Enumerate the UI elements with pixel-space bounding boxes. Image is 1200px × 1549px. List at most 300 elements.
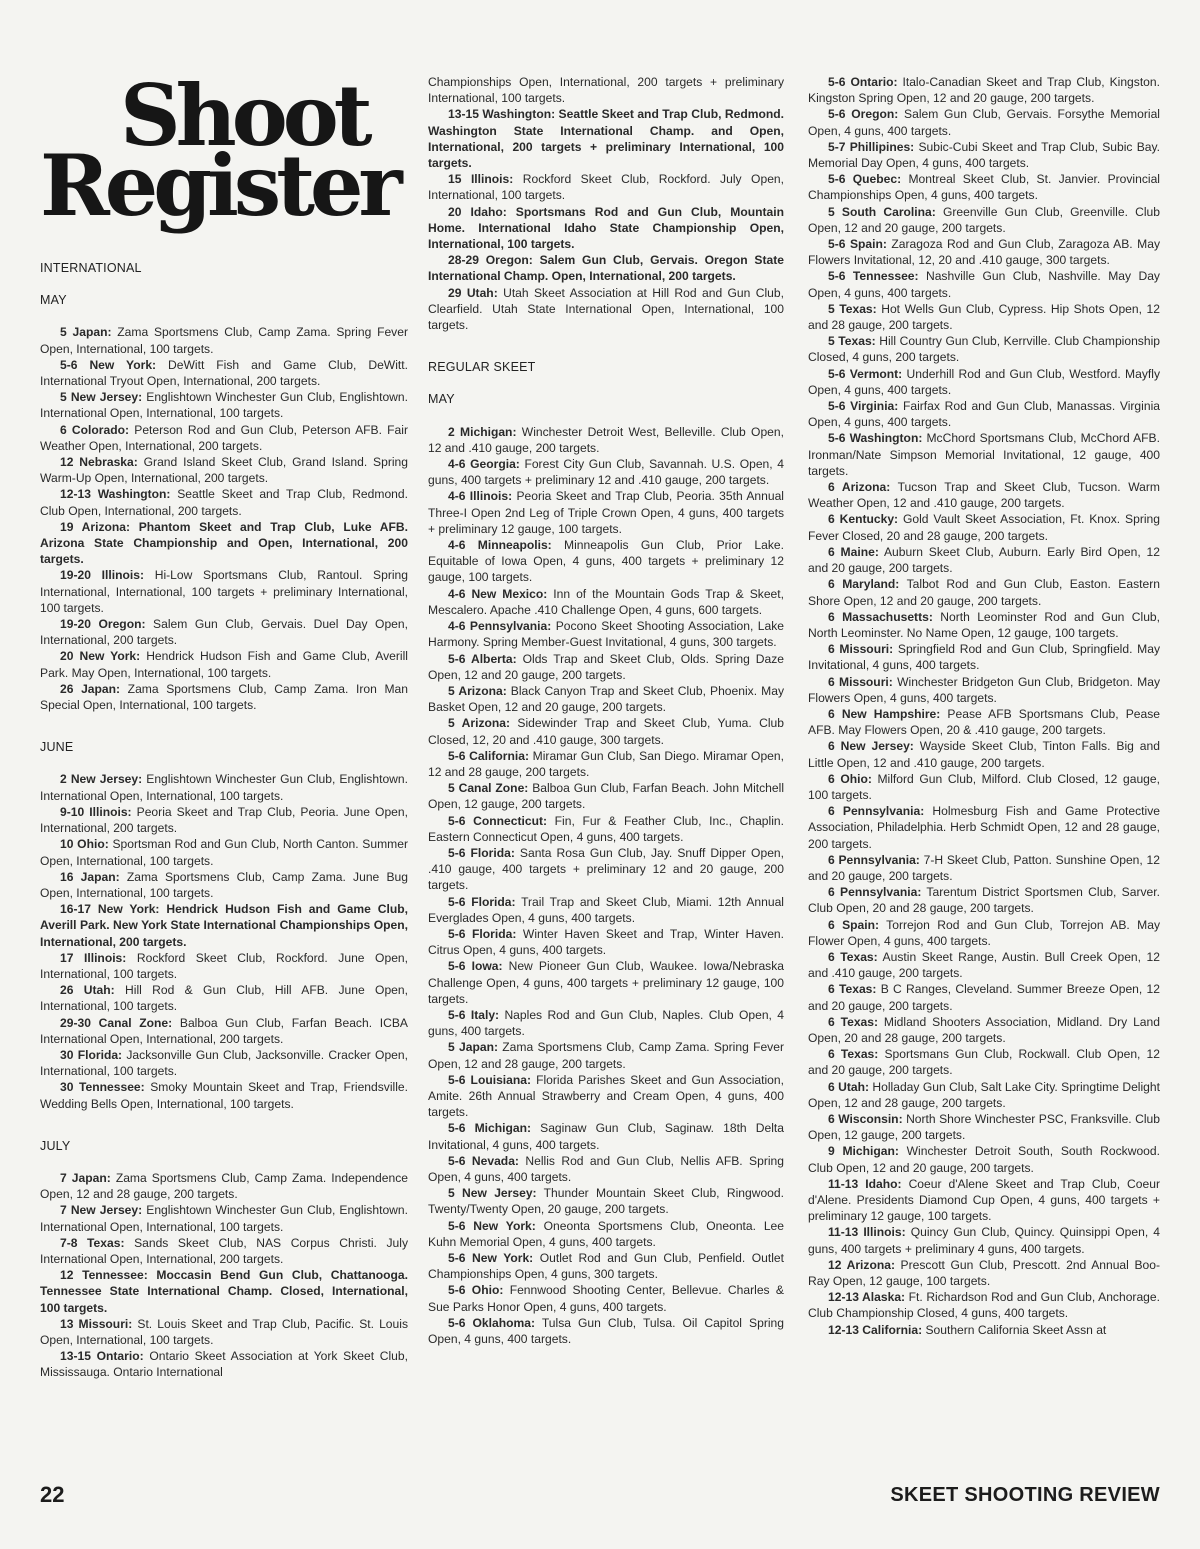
entry-details: Rockford Skeet Club, Rockford. June Open, International, 100 targets. <box>40 950 409 981</box>
entry-details: Sportsmans Gun Club, Rockwall. Club Open, 12 and 20 gauge, 200 targets. <box>808 1047 1161 1078</box>
entry-date-location: 29-30 Canal Zone: <box>60 1015 173 1030</box>
entry-details: Holmesburg Fish and Game Protective Association, Philadelphia. Herb Schmidt Open, 12 and 28 gauge, 200 targets. <box>808 804 1161 851</box>
entry-details: Moccasin Bend Gun Club, Chattanooga. Tennessee State International Champ. Closed, International, 100 targets. <box>40 1268 408 1315</box>
entry-details: Grand Island Skeet Club, Grand Island. Spring Warm-Up Open, International, 200 targets. <box>40 455 409 486</box>
entry-date-location: 15 Illinois: <box>448 172 514 187</box>
entry-details: Sidewinder Trap and Skeet Club, Yuma. Club Closed, 12, 20 and .410 gauge, 300 targets. <box>428 716 785 747</box>
entry-date-location: 6 Kentucky: <box>828 512 899 527</box>
shoot-entry <box>808 479 1160 511</box>
shoot-entry <box>808 674 1160 706</box>
entry-details: Talbot Rod and Gun Club, Easton. Eastern Shore Open, 12 and 20 gauge, 200 targets. <box>808 577 1160 608</box>
entries-international-july <box>40 1170 408 1381</box>
entry-date-location: 6 New Jersey: <box>828 739 914 754</box>
shoot-entry <box>428 1007 784 1039</box>
entry-details: Milford Gun Club, Milford. Club Closed, 12 gauge, 100 targets. <box>808 771 1160 802</box>
entry-details: Coeur d'Alene Skeet and Trap Club, Coeur d'Alene. Presidents Diamond Cup Open, 4 guns, 400 targets + preliminary 12 gauge, 100 targets. <box>808 1176 1161 1224</box>
shoot-entry <box>808 1176 1160 1225</box>
entry-details: Southern California Skeet Assn at <box>922 1322 1107 1337</box>
shoot-entry <box>40 389 408 421</box>
entry-date-location: 28-29 Oregon: <box>448 253 533 268</box>
shoot-entry <box>428 171 784 203</box>
entry-details: Olds Trap and Skeet Club, Olds. Spring Daze Open, 12 and 20 gauge, 200 targets. <box>428 651 784 682</box>
entry-details: Tarentum District Sportsmen Club, Sarver. Club Open, 20 and 28 gauge, 200 targets. <box>808 885 1160 916</box>
shoot-entry <box>428 488 784 537</box>
page-number: 22 <box>40 1482 65 1507</box>
entry-date-location: 6 Missouri: <box>828 642 894 657</box>
section-heading-regular-skeet: REGULAR SKEET <box>428 360 536 375</box>
entry-details: DeWitt Fish and Game Club, DeWitt. International Tryout Open, International, 200 targets. <box>40 357 408 389</box>
entry-details: Zama Sportsmens Club, Camp Zama. June Bug Open, International, 100 targets. <box>40 869 409 900</box>
shoot-entry <box>428 1315 784 1347</box>
entries-international-may <box>40 324 408 713</box>
continued-entry-text: Championships Open, International, 200 targets + preliminary International, 100 targets. <box>428 75 784 106</box>
entry-details: Torrejon Rod and Gun Club, Torrejon AB. May Flower Open, 4 guns, 400 targets. <box>808 917 1160 948</box>
shoot-entry <box>808 1322 1160 1338</box>
entry-details: Santa Rosa Gun Club, Jay. Snuff Dipper Open, .410 gauge, 400 targets + preliminary 12 and 20 gauge, 200 targets. <box>428 845 785 893</box>
entry-details: Montreal Skeet Club, St. Janvier. Provincial Championships Open, 4 guns, 400 targets. <box>808 172 1160 203</box>
entry-date-location: 5-6 Virginia: <box>828 399 899 414</box>
publication-name: SKEET SHOOTING REVIEW <box>890 1484 1160 1506</box>
shoot-entry <box>808 268 1160 300</box>
entry-date-location: 5-6 Quebec: <box>828 172 902 187</box>
shoot-entry <box>808 1224 1160 1256</box>
entry-details: Zama Sportsmens Club, Camp Zama. Spring Fever Open, International, 100 targets. <box>40 325 408 356</box>
shoot-entry <box>808 1014 1160 1046</box>
shoot-entry <box>808 544 1160 576</box>
shoot-entry <box>808 106 1160 138</box>
entry-details: Minneapolis Gun Club, Prior Lake. Equitable of Iowa Open, 4 guns, 400 targets + preliminary 12 gauge, 100 targets. <box>428 538 784 585</box>
shoot-entry <box>808 771 1160 803</box>
entry-details: Midland Shooters Association, Midland. Dry Land Open, 20 and 28 gauge, 200 targets. <box>808 1014 1160 1045</box>
entry-details: Hot Wells Gun Club, Cypress. Hip Shots Open, 12 and 28 gauge, 200 targets. <box>808 301 1160 333</box>
entry-date-location: 26 Utah: <box>60 983 115 998</box>
section-heading-international: INTERNATIONAL <box>40 261 142 275</box>
shoot-entry <box>428 537 784 586</box>
shoot-entry <box>428 586 784 618</box>
entry-details: Quincy Gun Club, Quincy. Quinsippi Open, 4 guns, 400 targets + preliminary 4 guns, 400 targets. <box>808 1225 1160 1256</box>
entry-details: Saginaw Gun Club, Saginaw. 18th Delta Invitational, 4 guns, 400 targets. <box>428 1121 785 1152</box>
entry-details: Winchester Detroit West, Belleville. Club Open, 12 and .410 gauge, 200 targets. <box>428 424 784 455</box>
shoot-entry <box>428 424 784 456</box>
entry-details: Balboa Gun Club, Farfan Beach. John Mitchell Open, 12 gauge, 200 targets. <box>428 781 785 812</box>
entries-regular-may-cont <box>808 74 1160 1338</box>
shoot-entry <box>428 1185 784 1217</box>
month-heading-june: JUNE <box>40 740 74 755</box>
entry-date-location: 11-13 Illinois: <box>828 1225 906 1240</box>
entry-details: Florida Parishes Skeet and Gun Association, Amite. 26th Annual Strawberry and Cream Open, 4 guns, 400 targets. <box>428 1072 784 1120</box>
entry-details: Smoky Mountain Skeet and Trap, Friendsville. Wedding Bells Open, International, 100 targets. <box>40 1080 408 1111</box>
entry-date-location: 5 Canal Zone: <box>448 781 529 796</box>
shoot-entry <box>428 894 784 926</box>
entry-date-location: 5-6 Connecticut: <box>448 813 548 828</box>
shoot-entry <box>428 618 784 650</box>
entry-details: New Pioneer Gun Club, Waukee. Iowa/Nebraska Challenge Open, 4 guns, 400 targets + preliminary 12 gauge, 100 targets. <box>428 959 785 1006</box>
entry-details: Outlet Rod and Gun Club, Penfield. Outlet Championships Open, 4 guns, 300 targets. <box>428 1251 784 1282</box>
shoot-entry <box>40 357 408 389</box>
entry-details: 7-H Skeet Club, Patton. Sunshine Open, 12 and 20 gauge, 200 targets. <box>808 852 1160 883</box>
entry-date-location: 29 Utah: <box>448 285 498 300</box>
entry-date-location: 4-6 Georgia: <box>448 457 520 472</box>
entry-details: Ontario Skeet Association at York Skeet Club, Mississauga. Ontario International <box>40 1349 408 1380</box>
entry-date-location: 4-6 New Mexico: <box>448 586 548 601</box>
entry-details: Naples Rod and Gun Club, Naples. Club Open, 4 guns, 400 targets. <box>428 1007 784 1039</box>
shoot-entry <box>808 301 1160 333</box>
shoot-entry <box>428 204 784 253</box>
entry-date-location: 5-6 New York: <box>448 1251 534 1266</box>
entry-details: Fin, Fur & Feather Club, Inc., Chaplin. Eastern Connecticut Open, 4 guns, 400 targets. <box>428 813 784 844</box>
entry-details: Peoria Skeet and Trap Club, Peoria. June Open, International, 200 targets. <box>40 804 408 836</box>
entry-details: North Shore Winchester PSC, Franksville. Club Open, 12 gauge, 200 targets. <box>808 1112 1160 1143</box>
shoot-entry <box>428 715 784 747</box>
shoot-entry <box>808 1079 1160 1111</box>
shoot-entry <box>40 771 408 803</box>
shoot-entry <box>808 139 1160 171</box>
month-heading-july: JULY <box>40 1138 71 1153</box>
entry-date-location: 13-15 Ontario: <box>60 1349 144 1364</box>
entry-date-location: 6 Texas: <box>828 1047 879 1062</box>
entry-date-location: 20 New York: <box>60 649 141 664</box>
shoot-entry <box>808 1046 1160 1078</box>
shoot-entry <box>40 1202 408 1234</box>
entry-details: Nellis Rod and Gun Club, Nellis AFB. Spring Open, 4 guns, 400 targets. <box>428 1153 784 1184</box>
entries-regular-may <box>428 424 784 1348</box>
entry-date-location: 7 New Jersey: <box>60 1203 143 1218</box>
entry-date-location: 5-6 Michigan: <box>448 1121 532 1136</box>
entry-details: Gold Vault Skeet Association, Ft. Knox. Spring Fever Closed, 20 and 28 gauge, 200 targets. <box>808 512 1160 543</box>
entry-details: Englishtown Winchester Gun Club, Englishtown. International Open, International, 100 targets. <box>40 772 408 803</box>
entry-details: Italo-Canadian Skeet and Trap Club, Kingston. Kingston Spring Open, 12 and 20 gauge, 200 targets. <box>808 75 1160 106</box>
entry-details: Trail Trap and Skeet Club, Miami. 12th Annual Everglades Open, 4 guns, 400 targets. <box>428 894 784 925</box>
shoot-entry <box>40 567 408 616</box>
shoot-entry <box>40 648 408 680</box>
entry-details: Nashville Gun Club, Nashville. May Day Open, 4 guns, 400 targets. <box>808 269 1160 300</box>
shoot-entry <box>428 958 784 1007</box>
shoot-entry <box>428 651 784 683</box>
entry-details: Black Canyon Trap and Skeet Club, Phoenix. May Basket Open, 12 and 20 gauge, 200 targets. <box>428 683 784 715</box>
shoot-entry <box>808 333 1160 365</box>
shoot-entry <box>40 1235 408 1267</box>
month-heading-may: MAY <box>40 293 67 308</box>
entry-details: Jacksonville Gun Club, Jacksonville. Cracker Open, International, 100 targets. <box>40 1047 408 1079</box>
entry-details: Winter Haven Skeet and Trap, Winter Haven. Citrus Open, 4 guns, 400 targets. <box>428 926 785 958</box>
column-1 <box>40 66 409 1381</box>
entry-details: Miramar Gun Club, San Diego. Miramar Open, 12 and 28 gauge, 200 targets. <box>428 748 784 779</box>
shoot-entry <box>808 609 1160 641</box>
shoot-entry <box>40 950 408 982</box>
entry-details: Pease AFB Sportsmans Club, Pease AFB. May Flowers Open, 20 & .410 gauge, 200 targets. <box>808 706 1160 738</box>
shoot-entry <box>40 1267 408 1316</box>
shoot-entry <box>808 74 1160 106</box>
shoot-entry <box>428 106 784 171</box>
entry-date-location: 6 Pennsylvania: <box>828 852 920 867</box>
title-line-1: Shoot <box>120 66 368 165</box>
entry-date-location: 6 Utah: <box>828 1079 870 1094</box>
entry-details: Auburn Skeet Club, Auburn. Early Bird Open, 12 and 20 gauge, 200 targets. <box>808 544 1160 576</box>
entry-date-location: 2 New Jersey: <box>60 772 143 787</box>
shoot-entry <box>40 486 408 518</box>
entry-date-location: 5-6 New York: <box>448 1218 536 1233</box>
entry-date-location: 16-17 New York: <box>60 902 160 917</box>
shoot-entry <box>808 1143 1160 1175</box>
shoot-entry <box>808 430 1160 479</box>
entry-details: Forest City Gun Club, Savannah. U.S. Open, 4 guns, 400 targets + preliminary 12 and .410 gauge, 200 targets. <box>428 457 784 488</box>
column-3 <box>808 74 1160 1338</box>
shoot-entry <box>40 1079 408 1111</box>
entries-international-july-cont <box>428 106 784 333</box>
entry-details: North Leominster Rod and Gun Club, North Leominster. No Name Open, 12 gauge, 100 targets. <box>808 609 1161 640</box>
shoot-entry <box>808 706 1160 738</box>
entry-date-location: 5 New Jersey: <box>60 390 143 405</box>
entry-date-location: 5 Arizona: <box>448 716 511 731</box>
shoot-entry <box>40 1015 408 1047</box>
entry-date-location: 5-6 California: <box>448 748 529 763</box>
entry-details: Sportsmans Rod and Gun Club, Mountain Home. International Idaho State Championship Open, International, 100 targets. <box>428 204 784 252</box>
entry-details: Oneonta Sportsmens Club, Oneonta. Lee Kuhn Memorial Open, 4 guns, 400 targets. <box>428 1218 784 1249</box>
entry-date-location: 5-6 Ontario: <box>828 75 898 89</box>
entry-details: Zaragoza Rod and Gun Club, Zaragoza AB. May Flowers Invitational, 12, 20 and .410 gauge, 300 targets. <box>808 237 1160 268</box>
entry-date-location: 20 Idaho: <box>448 204 507 219</box>
shoot-entry <box>808 981 1160 1013</box>
entry-date-location: 19-20 Illinois: <box>60 568 144 583</box>
entry-date-location: 12-13 Alaska: <box>828 1290 906 1305</box>
shoot-entry <box>808 1111 1160 1143</box>
entry-details: Zama Sportsmens Club, Camp Zama. Independence Open, 12 and 28 gauge, 200 targets. <box>40 1170 408 1202</box>
shoot-entry <box>40 1316 408 1348</box>
entry-date-location: 5-6 New York: <box>60 357 157 372</box>
entry-details: McChord Sportsmans Club, McChord AFB. Ironman/Nate Simpson Memorial Invitational, 12 gauge, 400 targets. <box>808 431 1160 478</box>
entry-date-location: 6 Maine: <box>828 544 879 559</box>
entry-date-location: 12-13 California: <box>828 1322 923 1337</box>
shoot-entry <box>40 681 408 713</box>
entry-date-location: 6 Pennsylvania: <box>828 885 922 900</box>
shoot-entry <box>428 1120 784 1152</box>
shoot-entry <box>40 616 408 648</box>
entry-details: Fairfax Rod and Gun Club, Manassas. Virginia Open, 4 guns, 400 targets. <box>808 399 1160 430</box>
entry-details: Hill Rod & Gun Club, Hill AFB. June Open, International, 100 targets. <box>40 983 408 1014</box>
shoot-entry <box>808 1289 1160 1321</box>
entry-date-location: 6 Wisconsin: <box>828 1112 903 1126</box>
shoot-entry <box>40 901 408 950</box>
entry-date-location: 5-6 Tennessee: <box>828 269 919 284</box>
entry-date-location: 10 Ohio: <box>60 837 109 852</box>
entry-date-location: 30 Florida: <box>60 1047 123 1062</box>
entry-date-location: 30 Tennessee: <box>60 1080 145 1095</box>
entry-date-location: 6 Ohio: <box>828 771 872 786</box>
shoot-entry <box>428 1218 784 1250</box>
entries-international-june <box>40 771 408 1111</box>
entry-details: Zama Sportsmens Club, Camp Zama. Spring Fever Open, 12 and 28 gauge, 200 targets. <box>428 1040 784 1071</box>
entry-date-location: 6 Massachusetts: <box>828 609 933 624</box>
entry-details: Utah Skeet Association at Hill Rod and Gun Club, Clearfield. Utah State International Open, International, 100 targets. <box>428 285 784 333</box>
entry-details: Englishtown Winchester Gun Club, Englishtown. International Open, International, 100 targets. <box>40 1203 408 1234</box>
shoot-entry <box>40 869 408 901</box>
entry-date-location: 9-10 Illinois: <box>60 804 132 819</box>
entry-date-location: 5-6 Louisiana: <box>448 1072 532 1087</box>
shoot-entry <box>40 454 408 486</box>
entry-date-location: 12 Tennessee: <box>60 1268 148 1283</box>
shoot-entry <box>428 456 784 488</box>
shoot-entry <box>808 949 1160 981</box>
entry-date-location: 5 Texas: <box>828 334 876 349</box>
shoot-entry <box>808 204 1160 236</box>
entry-details: Seattle Skeet and Trap Club, Redmond. Club Open, International, 200 targets. <box>40 487 408 518</box>
shoot-entry <box>808 884 1160 916</box>
entry-date-location: 6 Spain: <box>828 917 880 932</box>
entry-date-location: 6 Texas: <box>828 982 877 997</box>
shoot-entry <box>428 252 784 284</box>
entry-details: Englishtown Winchester Gun Club, Englishtown. International Open, International, 100 targets. <box>40 390 408 421</box>
entry-details: Inn of the Mountain Gods Trap & Skeet, Mescalero. Apache .410 Challenge Open, 4 guns, 600 targets. <box>428 586 784 617</box>
shoot-entry <box>40 519 408 568</box>
entry-details: Sportsman Rod and Gun Club, North Canton. Summer Open, International, 100 targets. <box>40 837 408 868</box>
entry-date-location: 6 Colorado: <box>60 422 130 437</box>
entry-details: Peoria Skeet and Trap Club, Peoria. 35th Annual Three-I Open 2nd Leg of Triple Crown Open, 4 guns, 400 targets + preliminary 12 gauge, 100 targets. <box>428 489 784 536</box>
entry-date-location: 9 Michigan: <box>828 1144 899 1159</box>
entry-date-location: 6 Missouri: <box>828 674 893 689</box>
shoot-entry <box>40 982 408 1014</box>
entry-date-location: 13-15 Washington: <box>448 107 556 122</box>
shoot-entry <box>808 398 1160 430</box>
shoot-entry <box>428 683 784 715</box>
entry-details: Hendrick Hudson Fish and Game Club, Averill Park. New York State International Championships Open, International, 200 targets. <box>40 902 408 949</box>
entry-details: Holladay Gun Club, Salt Lake City. Springtime Delight Open, 12 and 28 gauge, 200 targets. <box>808 1079 1160 1110</box>
entry-date-location: 6 Texas: <box>828 1014 879 1029</box>
entry-date-location: 11-13 Idaho: <box>828 1176 902 1191</box>
entry-date-location: 4-6 Minneapolis: <box>448 538 552 553</box>
shoot-entry <box>428 845 784 894</box>
entry-details: Fennwood Shooting Center, Bellevue. Charles & Sue Parks Honor Open, 4 guns, 400 targets. <box>428 1283 784 1314</box>
entry-date-location: 6 Texas: <box>828 949 878 964</box>
entry-details: Winchester Bridgeton Gun Club, Bridgeton. May Flowers Open, 4 guns, 400 targets. <box>808 674 1160 705</box>
entry-details: Salem Gun Club, Gervais. Forsythe Memorial Open, 4 guns, 400 targets. <box>808 107 1160 138</box>
entry-details: St. Louis Skeet and Trap Club, Pacific. St. Louis Open, International, 100 targets. <box>40 1316 408 1347</box>
shoot-entry <box>808 236 1160 268</box>
entry-date-location: 5-6 Italy: <box>448 1007 500 1022</box>
shoot-entry <box>808 641 1160 673</box>
entry-details: Seattle Skeet and Trap Club, Redmond. Washington State International Champ. and Open, International, 200 targets + preliminary International, 100 targets. <box>428 107 784 171</box>
entry-date-location: 6 Maryland: <box>828 577 900 592</box>
entry-date-location: 2 Michigan: <box>448 424 517 439</box>
month-heading-may-regular: MAY <box>428 392 455 407</box>
entry-date-location: 5-6 Spain: <box>828 237 887 252</box>
entry-details: Prescott Gun Club, Prescott. 2nd Annual Boo-Ray Open, 12 gauge, 100 targets. <box>808 1257 1160 1289</box>
shoot-entry <box>40 1170 408 1202</box>
entry-date-location: 12-13 Washington: <box>60 487 171 502</box>
entry-details: Hill Country Gun Club, Kerrville. Club Championship Closed, 4 guns, 200 targets. <box>808 334 1160 365</box>
entry-date-location: 5-6 Florida: <box>448 845 515 860</box>
entry-date-location: 4-6 Illinois: <box>448 489 513 504</box>
entry-details: Greenville Gun Club, Greenville. Club Open, 12 and 20 gauge, 200 targets. <box>808 204 1160 235</box>
entry-date-location: 7-8 Texas: <box>60 1235 125 1250</box>
entry-date-location: 5-6 Oregon: <box>828 107 899 122</box>
shoot-entry <box>808 1257 1160 1289</box>
entry-date-location: 5-6 Washington: <box>828 431 923 446</box>
entry-date-location: 6 Pennsylvania: <box>828 804 925 819</box>
entry-details: Austin Skeet Range, Austin. Bull Creek Open, 12 and .410 gauge, 200 targets. <box>808 949 1160 981</box>
column-2 <box>428 74 784 1347</box>
shoot-entry <box>808 917 1160 949</box>
entry-details: Hendrick Hudson Fish and Game Club, Averill Park. May Open, International, 100 targets. <box>40 649 408 680</box>
shoot-entry <box>40 836 408 868</box>
entry-details: Sands Skeet Club, NAS Corpus Christi. July International Open, International, 200 targets. <box>40 1235 408 1266</box>
entry-date-location: 5-6 Alberta: <box>448 651 517 666</box>
shoot-entry <box>428 285 784 334</box>
entry-date-location: 5 Texas: <box>828 301 877 316</box>
shoot-entry <box>808 576 1160 608</box>
entry-date-location: 5-6 Florida: <box>448 926 517 941</box>
shoot-entry <box>808 852 1160 884</box>
shoot-entry <box>808 738 1160 770</box>
shoot-entry <box>428 1250 784 1282</box>
title-line-2: Register <box>40 136 398 235</box>
shoot-entry <box>428 780 784 812</box>
entry-details: Rockford Skeet Club, Rockford. July Open, International, 100 targets. <box>428 172 784 203</box>
entry-details: Thunder Mountain Skeet Club, Ringwood. Twenty/Twenty Open, 20 gauge, 200 targets. <box>428 1186 784 1217</box>
entry-date-location: 5-6 Florida: <box>448 894 516 909</box>
shoot-entry <box>40 1047 408 1079</box>
shoot-entry <box>40 804 408 836</box>
entry-date-location: 5-6 Iowa: <box>448 959 503 974</box>
entry-date-location: 5 Japan: <box>60 325 112 340</box>
entry-date-location: 6 Arizona: <box>828 480 891 495</box>
shoot-entry <box>428 1039 784 1071</box>
entry-details: Pocono Skeet Shooting Association, Lake Harmony. Spring Member-Guest Invitational, 4 guns, 300 targets. <box>428 619 785 650</box>
shoot-entry <box>40 1348 408 1380</box>
entry-date-location: 13 Missouri: <box>60 1316 133 1331</box>
entry-date-location: 12 Nebraska: <box>60 455 138 470</box>
entry-details: Salem Gun Club, Gervais. Duel Day Open, International, 200 targets. <box>40 617 408 648</box>
entry-details: Ft. Richardson Rod and Gun Club, Anchorage. Club Championship Closed, 4 guns, 400 targets. <box>808 1290 1160 1321</box>
entry-date-location: 5 Japan: <box>448 1040 498 1055</box>
shoot-entry <box>40 324 408 356</box>
entry-details: Balboa Gun Club, Farfan Beach. ICBA International Open, International, 200 targets. <box>40 1015 408 1046</box>
entry-date-location: 12 Arizona: <box>828 1257 895 1272</box>
entry-details: Winchester Detroit South, South Rockwood. Club Open, 12 and 20 gauge, 200 targets. <box>808 1144 1160 1175</box>
entry-date-location: 5 South Carolina: <box>828 204 936 219</box>
shoot-entry <box>428 926 784 958</box>
entry-date-location: 6 New Hampshire: <box>828 706 941 721</box>
entry-date-location: 16 Japan: <box>60 869 120 884</box>
entry-date-location: 5 Arizona: <box>448 683 507 698</box>
shoot-entry <box>40 422 408 454</box>
shoot-entry <box>428 1282 784 1314</box>
entry-details: Zama Sportsmens Club, Camp Zama. Iron Man Special Open, International, 100 targets. <box>40 681 408 713</box>
shoot-entry <box>428 748 784 780</box>
entry-date-location: 5 New Jersey: <box>448 1186 537 1201</box>
entry-details: Wayside Skeet Club, Tinton Falls. Big and Little Open, 12 and .410 gauge, 200 targets. <box>808 739 1160 770</box>
entry-date-location: 5-6 Ohio: <box>448 1283 504 1298</box>
entry-date-location: 17 Illinois: <box>60 950 127 965</box>
entry-details: Peterson Rod and Gun Club, Peterson AFB. Fair Weather Open, International, 200 targets. <box>40 422 408 453</box>
shoot-entry <box>808 511 1160 543</box>
shoot-entry <box>428 813 784 845</box>
entry-details: Tucson Trap and Skeet Club, Tucson. Warm Weather Open, 12 and .410 gauge, 200 targets. <box>808 480 1160 511</box>
shoot-entry <box>428 1153 784 1185</box>
entry-date-location: 5-6 Vermont: <box>828 366 903 381</box>
shoot-entry <box>808 803 1160 852</box>
shoot-entry <box>428 1072 784 1121</box>
entry-date-location: 26 Japan: <box>60 681 121 696</box>
entry-date-location: 19 Arizona: <box>60 519 131 534</box>
shoot-entry <box>808 171 1160 203</box>
entry-date-location: 4-6 Pennsylvania: <box>448 619 552 634</box>
entry-details: Tulsa Gun Club, Tulsa. Oil Capitol Spring Open, 4 guns, 400 targets. <box>428 1315 784 1347</box>
entry-date-location: 5-6 Nevada: <box>448 1153 519 1168</box>
entry-date-location: 5-6 Oklahoma: <box>448 1315 536 1330</box>
entry-date-location: 5-7 Phillipines: <box>828 139 915 154</box>
entry-details: Springfield Rod and Gun Club, Springfield. May Invitational, 4 guns, 400 targets. <box>808 642 1160 673</box>
entry-date-location: 19-20 Oregon: <box>60 617 146 632</box>
